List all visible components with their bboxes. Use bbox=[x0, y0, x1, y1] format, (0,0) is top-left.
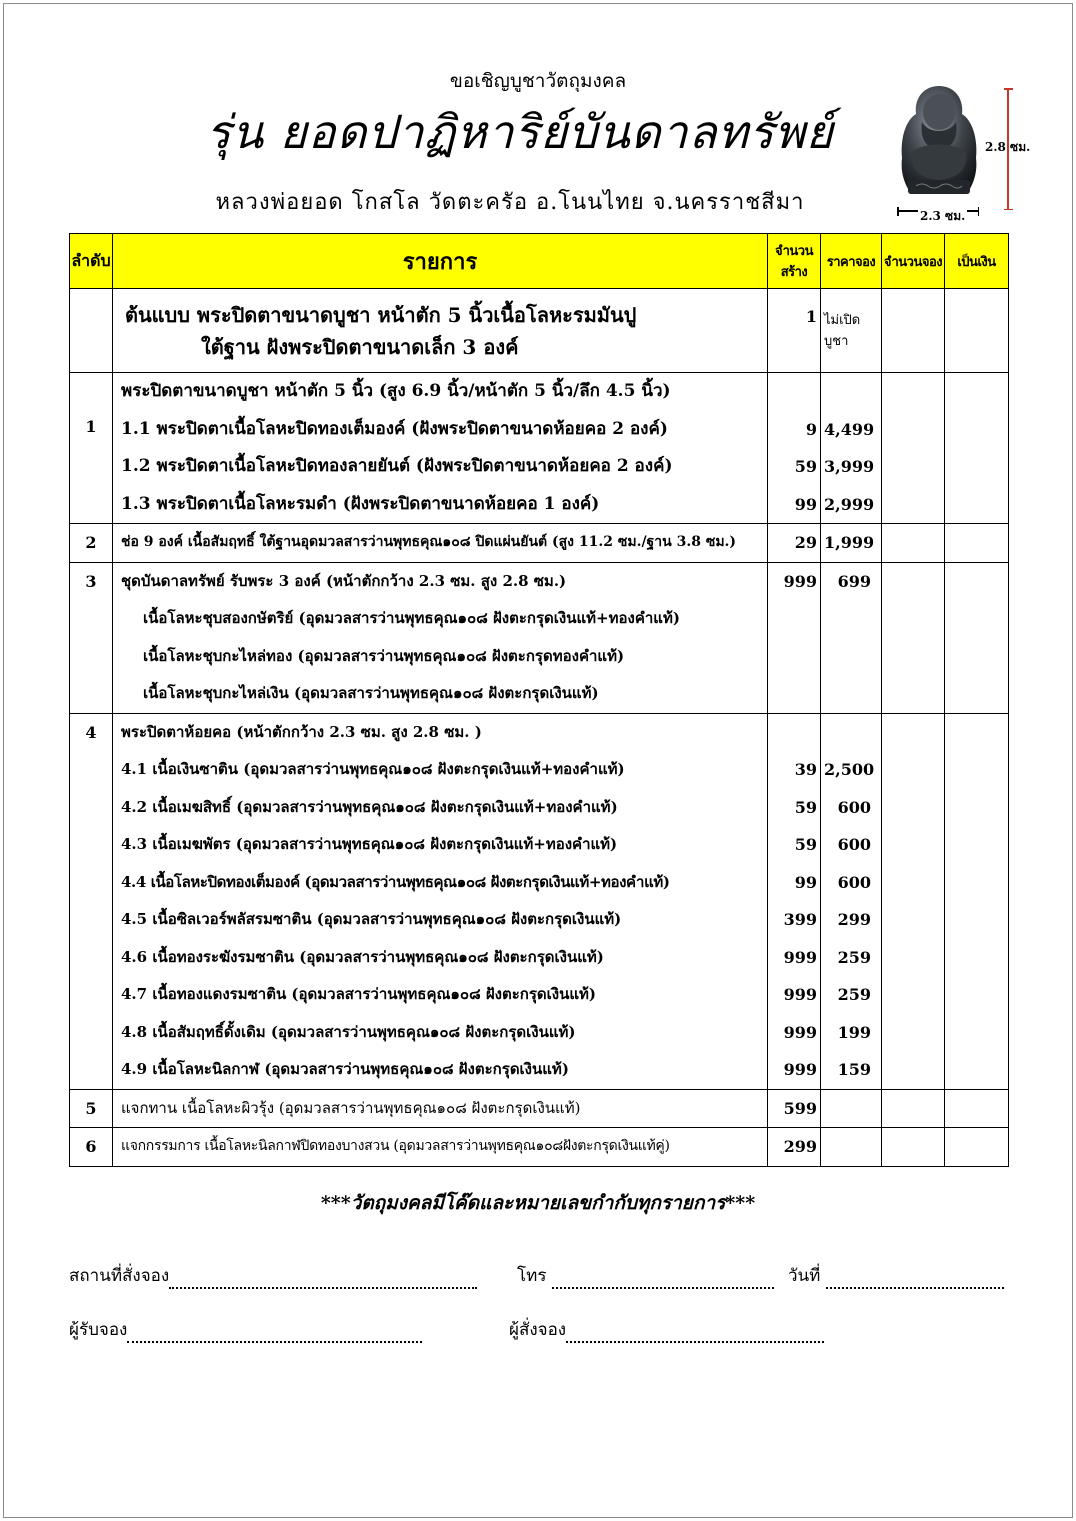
row-price: 199 bbox=[837, 1022, 871, 1042]
row-price: 299 bbox=[837, 910, 871, 929]
row-item-line: เนื้อโลหะชุบกะไหล่เงิน (อุดมวลสารว่านพุทธคุณ๑๐๘ ฝังตะกรุดเงินแท้) bbox=[143, 684, 599, 702]
row-items bbox=[113, 524, 768, 563]
row-items bbox=[113, 373, 768, 524]
header-price: ราคาจอง bbox=[821, 234, 882, 289]
row-price: ไม่เปิดบูชา bbox=[824, 313, 861, 349]
table-header-row bbox=[70, 234, 1009, 289]
row-qty: 599 bbox=[783, 1098, 817, 1118]
row-item-line: 1.1 พระปิดตาเนื้อโลหะปิดทองเต็มองค์ (ฝังพระปิดตาขนาดห้อยคอ 2 องค์) bbox=[121, 418, 668, 439]
row-number-cell bbox=[70, 713, 113, 1089]
row-qty-cell bbox=[768, 289, 821, 373]
row-items bbox=[113, 1089, 768, 1128]
row-qty: 59 bbox=[794, 835, 817, 854]
row-item-line: 4.9 เนื้อโลหะนิลกาฬ (อุดมวลสารว่านพุทธคุณ๑๐๘ ฝังตะกรุดเงินแท้) bbox=[121, 1060, 569, 1078]
place-dotted-line bbox=[169, 1271, 477, 1289]
table-row bbox=[70, 373, 1009, 524]
order-qty-cell bbox=[882, 524, 945, 563]
date-label: วันที่ bbox=[788, 1266, 821, 1286]
amount-cell bbox=[945, 1128, 1009, 1167]
phone-field[interactable] bbox=[517, 1262, 774, 1289]
receiver-dotted-line bbox=[127, 1325, 422, 1343]
row-qty bbox=[768, 714, 817, 752]
row-price bbox=[824, 714, 881, 752]
row-item-line: 1.2 พระปิดตาเนื้อโลหะปิดทองลายยันต์ (ฝังพระปิดตาขนาดห้อยคอ 2 องค์) bbox=[121, 456, 673, 476]
row-price: 600 bbox=[837, 835, 871, 854]
order-qty-cell bbox=[882, 562, 945, 713]
orderer-dotted-line bbox=[566, 1325, 824, 1343]
row-price: 600 bbox=[837, 797, 871, 817]
place-field[interactable] bbox=[69, 1262, 477, 1289]
row-item-line: 4.5 เนื้อซิลเวอร์พลัสรมซาติน (อุดมวลสารว่านพุทธคุณ๑๐๘ ฝังตะกรุดเงินแท้) bbox=[121, 910, 622, 928]
row-price-cell bbox=[821, 373, 882, 524]
row-number: 2 bbox=[85, 533, 97, 552]
row-items bbox=[113, 1128, 768, 1167]
order-qty-cell bbox=[882, 713, 945, 1089]
row-qty: 999 bbox=[783, 985, 817, 1004]
amount-cell bbox=[945, 289, 1009, 373]
header-amount: เป็นเงิน bbox=[945, 234, 1009, 289]
row-number: 4 bbox=[85, 722, 97, 742]
row-item-line: 4.2 เนื้อเมฆสิทธิ์ (อุดมวลสารว่านพุทธคุณ๑๐๘ ฝังตะกรุดเงินแท้+ทองคำแท้) bbox=[121, 797, 618, 816]
row-item-line: แจกทาน เนื้อโลหะผิวรุ้ง (อุดมวลสารว่านพุทธคุณ๑๐๘ ฝังตะกรุดเงินแท้) bbox=[121, 1098, 581, 1117]
row-qty: 29 bbox=[794, 533, 817, 552]
footer-note: ***วัตถุมงคลมีโค๊ดและหมายเลขกำกับทุกรายการ*** bbox=[320, 1192, 756, 1214]
row-qty: 1 bbox=[805, 307, 817, 326]
amount-cell bbox=[945, 713, 1009, 1089]
amount-cell bbox=[945, 373, 1009, 524]
table-row bbox=[70, 562, 1009, 713]
row-item-line: 4.6 เนื้อทองระฆังรมซาติน (อุดมวลสารว่านพุทธคุณ๑๐๘ ฝังตะกรุดเงินแท้) bbox=[121, 947, 604, 966]
row-qty: 999 bbox=[783, 947, 817, 967]
row-qty: 999 bbox=[783, 1060, 817, 1079]
header-item: รายการ bbox=[113, 234, 768, 289]
orderer-field[interactable] bbox=[509, 1316, 824, 1343]
row-price: 3,999 bbox=[824, 457, 875, 476]
row-qty: 999 bbox=[783, 571, 817, 591]
receiver-label: ผู้รับจอง bbox=[69, 1320, 128, 1340]
row-item-line: ใต้ฐาน ฝังพระปิดตาขนาดเล็ก 3 องค์ bbox=[201, 335, 519, 359]
date-dotted-line bbox=[826, 1271, 1004, 1289]
amount-cell bbox=[945, 1089, 1009, 1128]
row-item-line: เนื้อโลหะชุบสองกษัตริย์ (อุดมวลสารว่านพุทธคุณ๑๐๘ ฝังตะกรุดเงินแท้+ทองคำแท้) bbox=[143, 609, 680, 627]
row-price bbox=[824, 373, 881, 411]
row-number bbox=[70, 289, 113, 373]
row-price-cell bbox=[821, 289, 882, 373]
row-price bbox=[824, 1128, 881, 1166]
row-price: 259 bbox=[837, 947, 871, 967]
order-qty-cell bbox=[882, 373, 945, 524]
row-price: 2,500 bbox=[824, 760, 875, 779]
order-qty-cell bbox=[882, 289, 945, 373]
row-qty-cell bbox=[768, 562, 821, 713]
row-price bbox=[824, 1090, 881, 1128]
row-qty: 59 bbox=[794, 457, 817, 476]
amount-cell bbox=[945, 562, 1009, 713]
row-qty-cell bbox=[768, 1128, 821, 1167]
amount-cell bbox=[945, 524, 1009, 563]
row-number: 3 bbox=[85, 571, 97, 591]
row-item-line: แจกกรรมการ เนื้อโลหะนิลกาฬปิดทองบางสวน (อุดมวลสารว่านพุทธคุณ๑๐๘ฝังตะกรุดเงินแท้คู่) bbox=[121, 1138, 670, 1154]
header-order-qty: จำนวนจอง bbox=[882, 234, 945, 289]
order-qty-cell bbox=[882, 1089, 945, 1128]
row-price: 159 bbox=[837, 1060, 871, 1079]
table-row bbox=[70, 713, 1009, 1089]
row-items bbox=[113, 289, 768, 373]
order-table bbox=[69, 233, 1009, 1167]
row-number-cell bbox=[70, 1089, 113, 1128]
row-item-line: 4.1 เนื้อเงินซาติน (อุดมวลสารว่านพุทธคุณ๑๐๘ ฝังตะกรุดเงินแท้+ทองคำแท้) bbox=[121, 760, 625, 778]
row-price: 699 bbox=[837, 571, 871, 591]
orderer-label: ผู้สั่งจอง bbox=[509, 1320, 567, 1340]
row-price-cell bbox=[821, 562, 882, 713]
row-qty: 999 bbox=[783, 1022, 817, 1042]
row-qty-cell bbox=[768, 713, 821, 1089]
header-made: จำนวนสร้าง bbox=[768, 234, 821, 289]
row-item-line: พระปิดตาห้อยคอ (หน้าตักกว้าง 2.3 ซม. สูง 2.8 ซม. ) bbox=[121, 722, 482, 741]
row-qty bbox=[768, 373, 817, 411]
row-item-line: 4.3 เนื้อเมฆพัตร (อุดมวลสารว่านพุทธคุณ๑๐๘ ฝังตะกรุดเงินแท้+ทองคำแท้) bbox=[121, 835, 618, 853]
row-price: 259 bbox=[837, 985, 871, 1004]
row-qty-cell bbox=[768, 373, 821, 524]
row-items bbox=[113, 562, 768, 713]
table-row bbox=[70, 1089, 1009, 1128]
row-price-cell bbox=[821, 1128, 882, 1167]
row-price: 1,999 bbox=[824, 533, 875, 552]
date-field[interactable] bbox=[788, 1262, 1004, 1289]
width-label: 2.3 ซม. bbox=[918, 207, 967, 226]
row-item-line: 1.3 พระปิดตาเนื้อโลหะรมดำ (ฝังพระปิดตาขนาดห้อยคอ 1 องค์) bbox=[121, 493, 600, 514]
phone-dotted-line bbox=[552, 1271, 774, 1289]
row-number-cell bbox=[70, 373, 113, 524]
order-qty-cell bbox=[882, 1128, 945, 1167]
amulet-image bbox=[898, 82, 980, 200]
row-number: 6 bbox=[85, 1137, 97, 1156]
row-price-cell bbox=[821, 524, 882, 563]
receiver-field[interactable] bbox=[69, 1316, 422, 1343]
row-price: 4,499 bbox=[824, 419, 875, 439]
row-item-line: ชุดบันดาลทรัพย์ รับพระ 3 องค์ (หน้าตักกว้าง 2.3 ซม. สูง 2.8 ซม.) bbox=[121, 571, 567, 590]
row-price-cell bbox=[821, 1089, 882, 1128]
row-qty: 299 bbox=[783, 1137, 817, 1156]
row-qty: 39 bbox=[794, 760, 817, 779]
row-item-line: 4.7 เนื้อทองแดงรมซาติน (อุดมวลสารว่านพุทธคุณ๑๐๘ ฝังตะกรุดเงินแท้) bbox=[121, 985, 597, 1003]
row-number-cell bbox=[70, 524, 113, 563]
row-qty: 399 bbox=[783, 910, 817, 929]
table-row bbox=[70, 289, 1009, 373]
row-item-line: เนื้อโลหะชุบกะไหล่ทอง (อุดมวลสารว่านพุทธคุณ๑๐๘ ฝังตะกรุดทองคำแท้) bbox=[143, 646, 625, 665]
row-item-line: พระปิดตาขนาดบูชา หน้าตัก 5 นิ้ว (สูง 6.9 นิ้ว/หน้าตัก 5 นิ้ว/ลึก 4.5 นิ้ว) bbox=[121, 381, 671, 401]
row-item-line: ต้นแบบ พระปิดตาขนาดบูชา หน้าตัก 5 นิ้วเนื้อโลหะรมมันปู bbox=[125, 303, 637, 327]
place-label: สถานที่สั่งจอง bbox=[69, 1266, 170, 1286]
row-qty: 59 bbox=[794, 797, 817, 817]
row-qty: 99 bbox=[794, 872, 817, 892]
row-qty-cell bbox=[768, 1089, 821, 1128]
header-no: ลำดับ bbox=[70, 234, 113, 289]
invite-text: ขอเชิญบูชาวัตถุมงคล bbox=[449, 70, 627, 92]
row-price: 2,999 bbox=[824, 494, 875, 514]
height-label: 2.8 ซม. bbox=[985, 140, 1031, 154]
table-row bbox=[70, 1128, 1009, 1167]
row-price: 600 bbox=[837, 872, 871, 892]
row-number-cell bbox=[70, 562, 113, 713]
row-number: 5 bbox=[85, 1098, 97, 1118]
row-qty-cell bbox=[768, 524, 821, 563]
table-row bbox=[70, 524, 1009, 563]
row-qty: 9 bbox=[805, 419, 817, 439]
page-subtitle: หลวงพ่อยอด โกสโล วัดตะครัอ อ.โนนไทย จ.นครราชสีมา bbox=[215, 190, 805, 215]
row-items bbox=[113, 713, 768, 1089]
page-title: รุ่น ยอดปาฏิหาริย์บันดาลทรัพย์ bbox=[206, 105, 834, 159]
row-item-line: 4.4 เนื้อโลหะปิดทองเต็มองค์ (อุดมวลสารว่านพุทธคุณ๑๐๘ ฝังตะกรุดเงินแท้+ทองคำแท้) bbox=[121, 872, 670, 891]
row-item-line: 4.8 เนื้อสัมฤทธิ์ดั้งเดิม (อุดมวลสารว่านพุทธคุณ๑๐๘ ฝังตะกรุดเงินแท้) bbox=[121, 1022, 576, 1041]
row-number-cell bbox=[70, 1128, 113, 1167]
row-qty: 99 bbox=[794, 494, 817, 514]
phone-label: โทร bbox=[517, 1266, 547, 1286]
row-item-line: ช่อ 9 องค์ เนื้อสัมฤทธิ์ ใต้ฐานอุดมวลสารว่านพุทธคุณ๑๐๘ ปิดแผ่นยันต์ (สูง 11.2 ซม./ฐาน 3.8 ซม.) bbox=[121, 534, 737, 550]
row-price-cell bbox=[821, 713, 882, 1089]
row-number: 1 bbox=[85, 417, 97, 436]
